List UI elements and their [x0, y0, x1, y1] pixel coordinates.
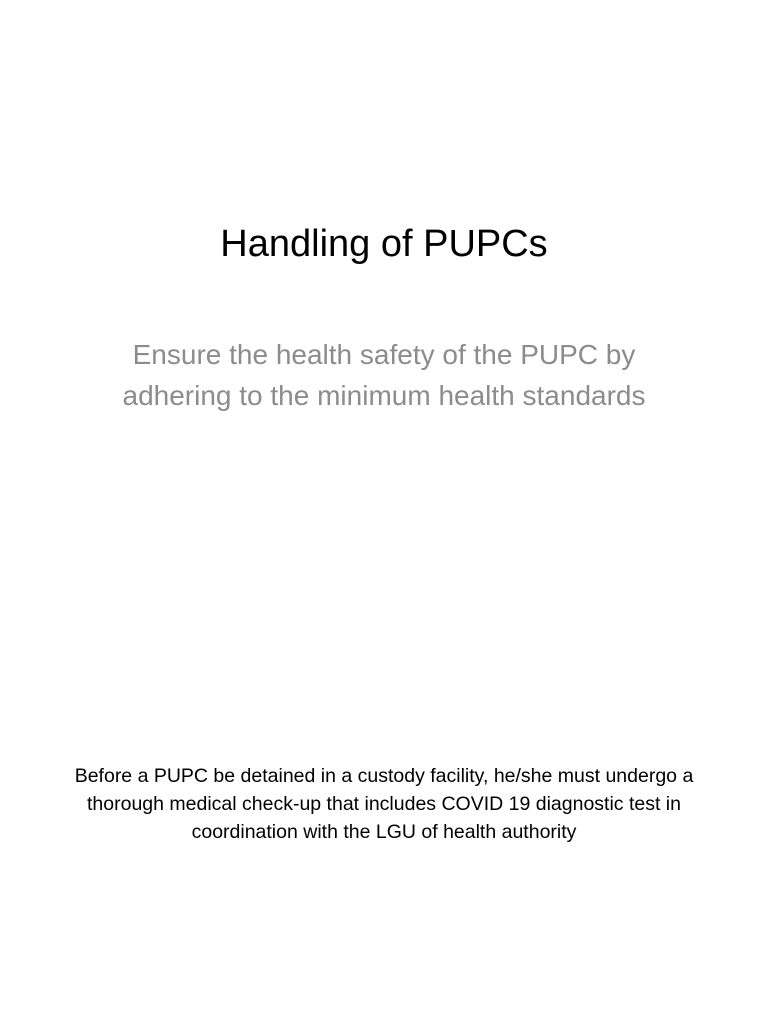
- slide-title: Handling of PUPCs: [220, 223, 548, 265]
- slide-subtitle: Ensure the health safety of the PUPC by adhering to the minimum health standards: [122, 339, 646, 411]
- slide-body-text: Before a PUPC be detained in a custody facility, he/she must undergo a thorough medical check-up that includes COVID 19 diagnostic test in coordination with the LGU of health authority: [74, 765, 694, 843]
